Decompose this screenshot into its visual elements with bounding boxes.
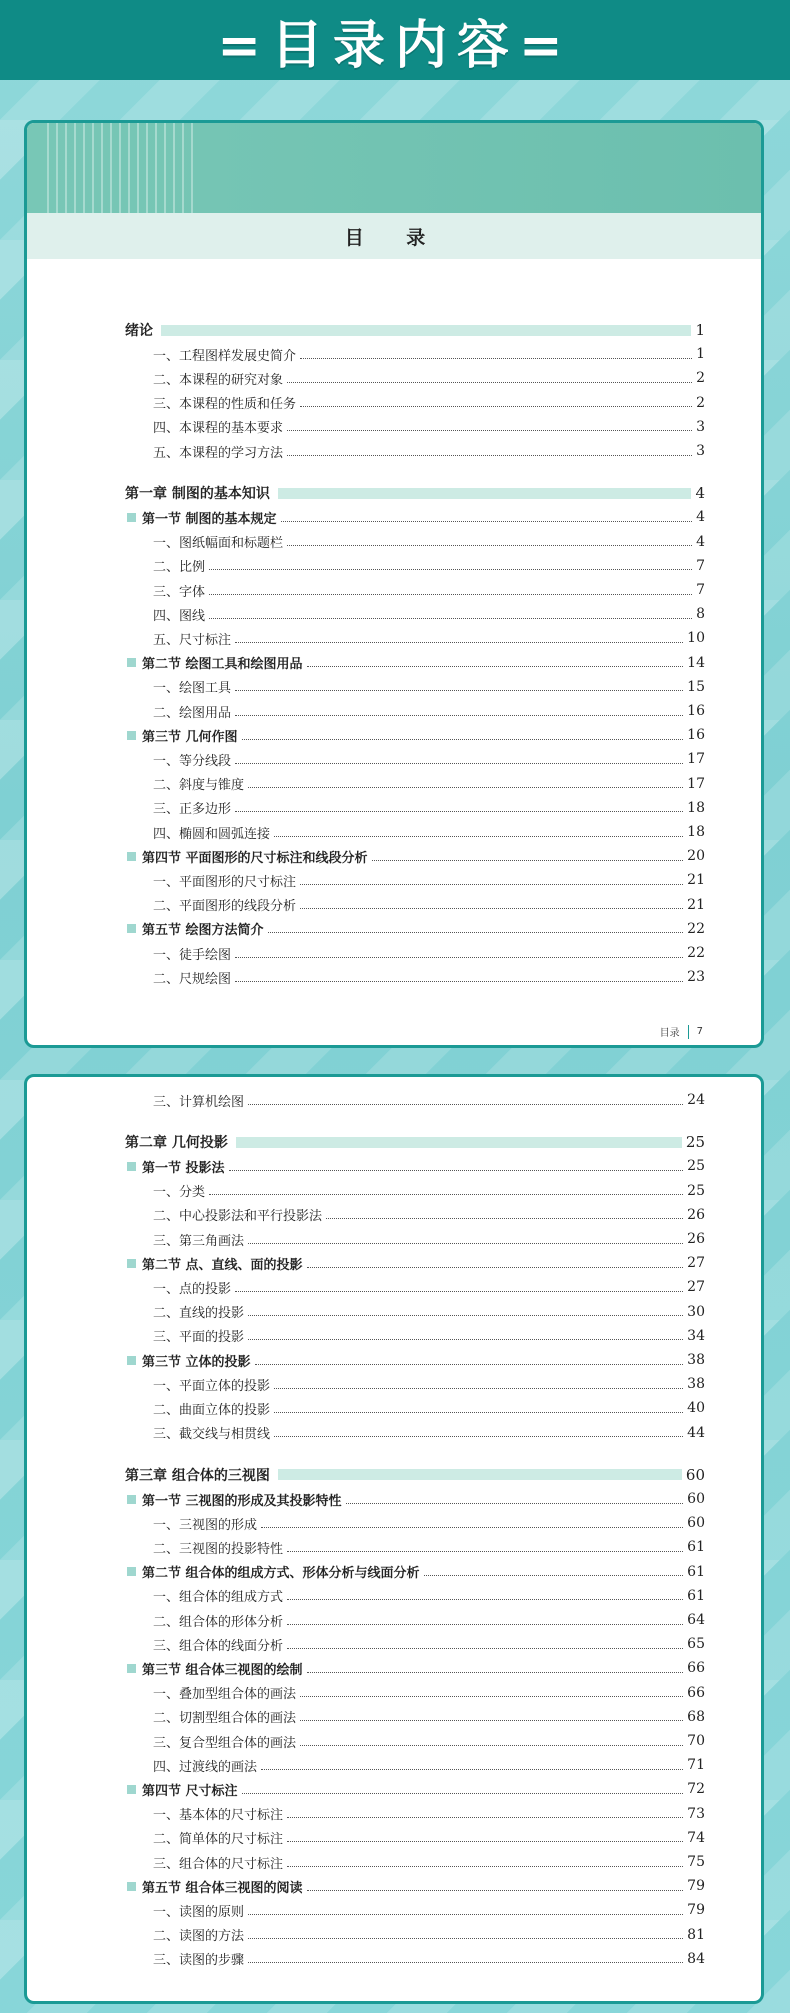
chapter-row [125,1464,705,1486]
dot-leader [248,1315,683,1316]
dot-leader [235,763,683,764]
toc-entry-title: 一、读图的原则 [153,1904,245,1920]
dot-leader [287,1841,683,1842]
toc-page-number: 44 [687,1424,705,1441]
toc-page-number: 26 [687,1231,705,1247]
toc-entry-title: 二、三视图的投影特性 [153,1541,284,1557]
toc-page-number: 68 [687,1708,705,1725]
toc-entry-title: 一、平面图形的尺寸标注 [153,874,297,890]
dot-leader [235,957,683,958]
dot-leader [242,1793,684,1794]
toc-page-number: 61 [687,1587,705,1604]
toc-page-number: 14 [687,654,705,671]
toc-entry-title: 二、中心投影法和平行投影法 [153,1209,323,1225]
toc-entry-title: 第四节 平面图形的尺寸标注和线段分析 [142,850,368,866]
toc-item-row [125,1851,705,1873]
toc-entry-title: 第一节 制图的基本规定 [142,511,277,527]
section-marker-icon [127,1495,136,1504]
toc-entry-title: 三、第三角画法 [153,1233,245,1249]
toc-entry-title: 二、直线的投影 [153,1306,245,1322]
toc-item-row [125,1325,705,1347]
toc-page-number: 21 [687,896,705,913]
toc-item-row [125,1397,705,1419]
dot-leader [326,1218,683,1219]
toc-entry-title: 一、等分线段 [153,753,232,769]
dot-leader [242,739,684,740]
toc-entry-title: 第二节 点、直线、面的投影 [142,1257,303,1273]
toc-item-row [125,555,705,577]
toc-page-number: 61 [687,1563,705,1580]
toc-item-row [125,1422,705,1444]
footer-divider [688,1025,689,1039]
toc-page-number: 84 [687,1950,705,1967]
toc-item-row [125,1536,705,1558]
chapter-bar [278,1469,682,1480]
toc-page-number: 24 [687,1092,705,1108]
toc-page-number: 25 [687,1158,705,1175]
section-row [125,1778,705,1800]
dot-leader [300,1720,683,1721]
dot-leader [248,1339,683,1340]
page-footer [660,1024,703,1039]
toc-entry-title: 一、图纸幅面和标题栏 [153,536,284,552]
dot-leader [300,1696,683,1697]
toc-entry-title: 二、读图的方法 [153,1929,245,1945]
dot-leader [274,836,683,837]
dot-leader [287,1817,683,1818]
dot-leader [261,1769,683,1770]
toc-item-row [125,1682,705,1704]
dot-leader [300,884,683,885]
toc-item-row [125,440,705,462]
dot-leader [235,811,683,812]
section-row [125,1155,705,1177]
chapter-row [125,482,705,504]
dot-leader [261,1527,683,1528]
toc-page-number: 71 [687,1757,705,1774]
toc-page-number: 2 [696,394,705,411]
toc-page-number: 27 [687,1255,705,1272]
toc-page-number: 25 [687,1182,705,1199]
toc-item-row [125,797,705,819]
section-marker-icon [127,1664,136,1673]
toc-page-number: 65 [687,1636,705,1653]
dot-leader [235,642,683,643]
toc-entry-title: 三、组合体的尺寸标注 [153,1856,284,1872]
toc-page-number: 3 [696,418,705,435]
toc-page-number: 15 [687,678,705,695]
toc-page-number: 4 [696,509,705,526]
toc-entry-title: 第二节 绘图工具和绘图用品 [142,657,303,673]
toc-entry-title: 二、组合体的形体分析 [153,1614,284,1630]
toc-entry-title: 三、计算机绘图 [153,1094,245,1110]
toc-page-number: 60 [685,1465,705,1484]
dot-leader [255,1364,684,1365]
section-row [125,1488,705,1510]
dot-leader [248,1104,683,1105]
toc-page-number: 17 [687,751,705,768]
toc-item-row [125,1803,705,1825]
toc-item-row [125,392,705,414]
dot-leader [300,406,692,407]
toc-page-number: 22 [687,920,705,937]
toc-item-row [125,748,705,770]
dot-leader [372,860,684,861]
toc-page-number: 61 [687,1539,705,1556]
toc-page-number: 4 [696,533,705,550]
dot-leader [287,1866,683,1867]
toc-item-row [125,1276,705,1298]
toc-entry-title: 一、组合体的组成方式 [153,1590,284,1606]
toc-page-number: 81 [687,1926,705,1943]
toc-page-number: 1 [695,321,705,339]
toc-item-row [125,603,705,625]
toc-item-row [125,821,705,843]
section-marker-icon [127,1882,136,1891]
toc-item-row [125,869,705,891]
toc-page-number: 18 [687,824,705,840]
toc-entry-title: 二、绘图用品 [153,705,232,721]
toc-page-number: 27 [687,1279,705,1296]
footer-label: 目录 [659,1028,680,1039]
toc-item-row [125,773,705,795]
section-marker-icon [127,924,136,933]
toc-entry-title: 一、分类 [153,1185,206,1201]
toc-entry-title: 二、平面图形的线段分析 [153,899,297,915]
section-marker-icon [127,1162,136,1171]
toc-entry-title: 第五节 绘图方法简介 [142,923,264,939]
toc-entry-title: 第五节 组合体三视图的阅读 [142,1880,303,1896]
toc-entry-title: 四、图线 [153,608,206,624]
toc-page-number: 66 [687,1660,705,1677]
toc-entry-title: 四、本课程的基本要求 [153,421,284,437]
dot-leader [229,1170,684,1171]
toc-page-number: 66 [687,1684,705,1701]
toc-entry-title: 三、字体 [153,584,206,600]
toc-entry-title: 一、点的投影 [153,1281,232,1297]
toc-page-number: 75 [687,1854,705,1870]
dot-leader [287,430,692,431]
toc-entry-title: 三、正多边形 [153,802,232,818]
toc-item-row [125,942,705,964]
toc-entry-title: 一、三视图的形成 [153,1517,258,1533]
toc-entry-title: 一、绘图工具 [153,681,232,697]
toc-page-number: 70 [687,1733,705,1749]
toc-page-2 [24,1074,764,2004]
dot-leader [248,1243,683,1244]
dot-leader [307,666,684,667]
dot-leader [307,1672,684,1673]
dot-leader [307,1890,684,1891]
toc-entry-title: 三、本课程的性质和任务 [153,397,297,413]
chapter-row [125,1131,705,1153]
toc-page-number: 20 [687,848,705,865]
dot-leader [274,1388,683,1389]
toc-page-number: 73 [687,1805,705,1822]
dot-leader [209,618,692,619]
toc-entry-title: 第一节 投影法 [142,1160,225,1176]
toc-item-row [125,627,705,649]
toc-entry-title: 二、曲面立体的投影 [153,1402,271,1418]
chapter-row [125,319,705,341]
chapter-bar [236,1137,682,1148]
toc-item-row [125,1301,705,1323]
dot-leader [300,908,683,909]
dot-leader [209,594,692,595]
dot-leader [287,545,692,546]
dot-leader [248,1938,683,1939]
toc-entry-title: 二、斜度与锥度 [153,778,245,794]
toc-entry-title: 第四节 尺寸标注 [142,1783,238,1799]
toc-page-number: 16 [687,703,705,719]
dot-leader [248,1962,683,1963]
toc-item-row [125,1204,705,1226]
toc-page-number: 26 [687,1206,705,1223]
toc-entry-title: 四、椭圆和圆弧连接 [153,826,271,842]
chapter-bar [278,488,692,499]
toc-entry-title: 五、本课程的学习方法 [153,445,284,461]
section-row [125,1875,705,1897]
toc-item-row [125,1180,705,1202]
toc-item-row [125,531,705,553]
toc-item-row [125,1899,705,1921]
section-row [125,1657,705,1679]
dot-leader [268,932,684,933]
section-row [125,652,705,674]
dot-leader [248,1914,683,1915]
dot-leader [287,382,692,383]
toc-item-row [125,1228,705,1250]
toc-entry-title: 绪论 [125,323,153,339]
toc-item-row [125,1948,705,1970]
toc-page-number: 17 [687,775,705,792]
toc-entry-title: 二、切割型组合体的画法 [153,1711,297,1727]
toc-entry-title: 第三节 组合体三视图的绘制 [142,1662,303,1678]
dot-leader [235,981,683,982]
toc-entry-title: 一、平面立体的投影 [153,1378,271,1394]
dot-leader [287,1624,683,1625]
toc-entry-title: 一、徒手绘图 [153,947,232,963]
toc-entry-title: 三、平面的投影 [153,1330,245,1346]
dot-leader [235,715,683,716]
section-row [125,1252,705,1274]
toc-item-row [125,1730,705,1752]
dot-leader [281,521,693,522]
toc-entry-title: 二、尺规绘图 [153,971,232,987]
dot-leader [287,1648,683,1649]
dot-leader [300,358,692,359]
toc-entry-title: 第三章 组合体的三视图 [125,1467,270,1484]
section-marker-icon [127,731,136,740]
toc-item-row [125,1512,705,1534]
section-row [125,1561,705,1583]
toc-page-number: 8 [696,606,705,623]
toc-item-row [125,1089,705,1111]
toc-item-row [125,579,705,601]
toc-entry-title: 第一节 三视图的形成及其投影特性 [142,1493,342,1509]
toc-entry-title: 一、工程图样发展史简介 [153,348,297,364]
toc-page-number: 34 [687,1327,705,1344]
section-marker-icon [127,658,136,667]
footer-page-number: 7 [696,1026,703,1037]
section-marker-icon [127,852,136,861]
toc-entry-title: 第二章 几何投影 [125,1135,228,1152]
toc-entry-title: 三、截交线与相贯线 [153,1427,271,1443]
dot-leader [248,787,683,788]
toc-page-number: 38 [687,1352,705,1368]
chapter-bar [161,325,691,336]
toc-item-row [125,1585,705,1607]
dot-leader [235,690,683,691]
toc-page-number: 60 [687,1515,705,1532]
toc-page-number: 60 [687,1491,705,1507]
toc-heading: 目 录 [27,213,761,259]
toc-page-number: 40 [687,1400,705,1417]
dot-leader [287,1551,683,1552]
section-row [125,506,705,528]
toc-entry-title: 一、叠加型组合体的画法 [153,1687,297,1703]
toc-page-number: 23 [687,969,705,986]
toc-page-number: 74 [687,1829,705,1846]
toc-page-number: 79 [687,1878,705,1895]
dot-leader [300,1745,683,1746]
dot-leader [274,1436,683,1437]
toc-page-number: 1 [696,346,705,363]
toc-item-row [125,1827,705,1849]
toc-item-row [125,1609,705,1631]
toc-page-number: 38 [687,1376,705,1393]
section-marker-icon [127,1259,136,1268]
decorative-header-band [27,123,761,213]
banner-title: =目录内容= [0,0,790,80]
dot-leader [209,569,692,570]
toc-item-row [125,676,705,698]
toc-page-number: 22 [687,945,705,961]
toc-page-number: 18 [687,799,705,816]
dot-leader [346,1503,684,1504]
toc-page-number: 30 [687,1303,705,1320]
toc-page-number: 64 [687,1612,705,1628]
toc-entry-title: 四、过渡线的画法 [153,1759,258,1775]
toc-item-row [125,700,705,722]
toc-page-number: 79 [687,1902,705,1919]
section-marker-icon [127,1567,136,1576]
dot-leader [209,1194,683,1195]
toc-item-row [125,1373,705,1395]
section-row [125,845,705,867]
section-row [125,724,705,746]
toc-entry-title: 三、复合型组合体的画法 [153,1735,297,1751]
toc-item-row [125,1754,705,1776]
toc-entry-title: 三、读图的步骤 [153,1953,245,1969]
toc-page-number: 7 [696,557,705,574]
toc-page-number: 72 [687,1781,705,1798]
toc-entry-title: 第二节 组合体的组成方式、形体分析与线面分析 [142,1566,420,1582]
toc-item-row [125,367,705,389]
dot-leader [274,1412,683,1413]
toc-entry-title: 二、简单体的尺寸标注 [153,1832,284,1848]
toc-item-row [125,1633,705,1655]
toc-entry-title: 三、组合体的线面分析 [153,1638,284,1654]
toc-item-row [125,966,705,988]
toc-page-number: 16 [687,727,705,744]
toc-entry-title: 五、尺寸标注 [153,632,232,648]
toc-page-1 [24,120,764,1048]
toc-page-number: 2 [696,370,705,387]
toc-entry-title: 第一章 制图的基本知识 [125,486,270,503]
toc-item-row [125,1924,705,1946]
toc-page-number: 10 [687,630,705,647]
section-marker-icon [127,1356,136,1365]
toc-page-number: 3 [696,443,705,459]
section-marker-icon [127,1785,136,1794]
section-row [125,1349,705,1371]
section-marker-icon [127,513,136,522]
toc-item-row [125,1706,705,1728]
dot-leader [235,1291,683,1292]
dot-leader [287,455,692,456]
toc-page-number: 7 [696,582,705,598]
toc-entry-title: 第三节 几何作图 [142,729,238,745]
section-row [125,918,705,940]
toc-page-number: 4 [695,484,705,503]
toc-page-number: 25 [685,1133,705,1152]
toc-page-number: 21 [687,872,705,889]
toc-item-row [125,416,705,438]
dot-leader [307,1267,684,1268]
toc-item-row [125,343,705,365]
toc-entry-title: 二、比例 [153,560,206,576]
toc-item-row [125,894,705,916]
dot-leader [287,1599,683,1600]
toc-entry-title: 第三节 立体的投影 [142,1354,251,1370]
dot-leader [424,1575,684,1576]
toc-entry-title: 一、基本体的尺寸标注 [153,1808,284,1824]
toc-entry-title: 二、本课程的研究对象 [153,372,284,388]
